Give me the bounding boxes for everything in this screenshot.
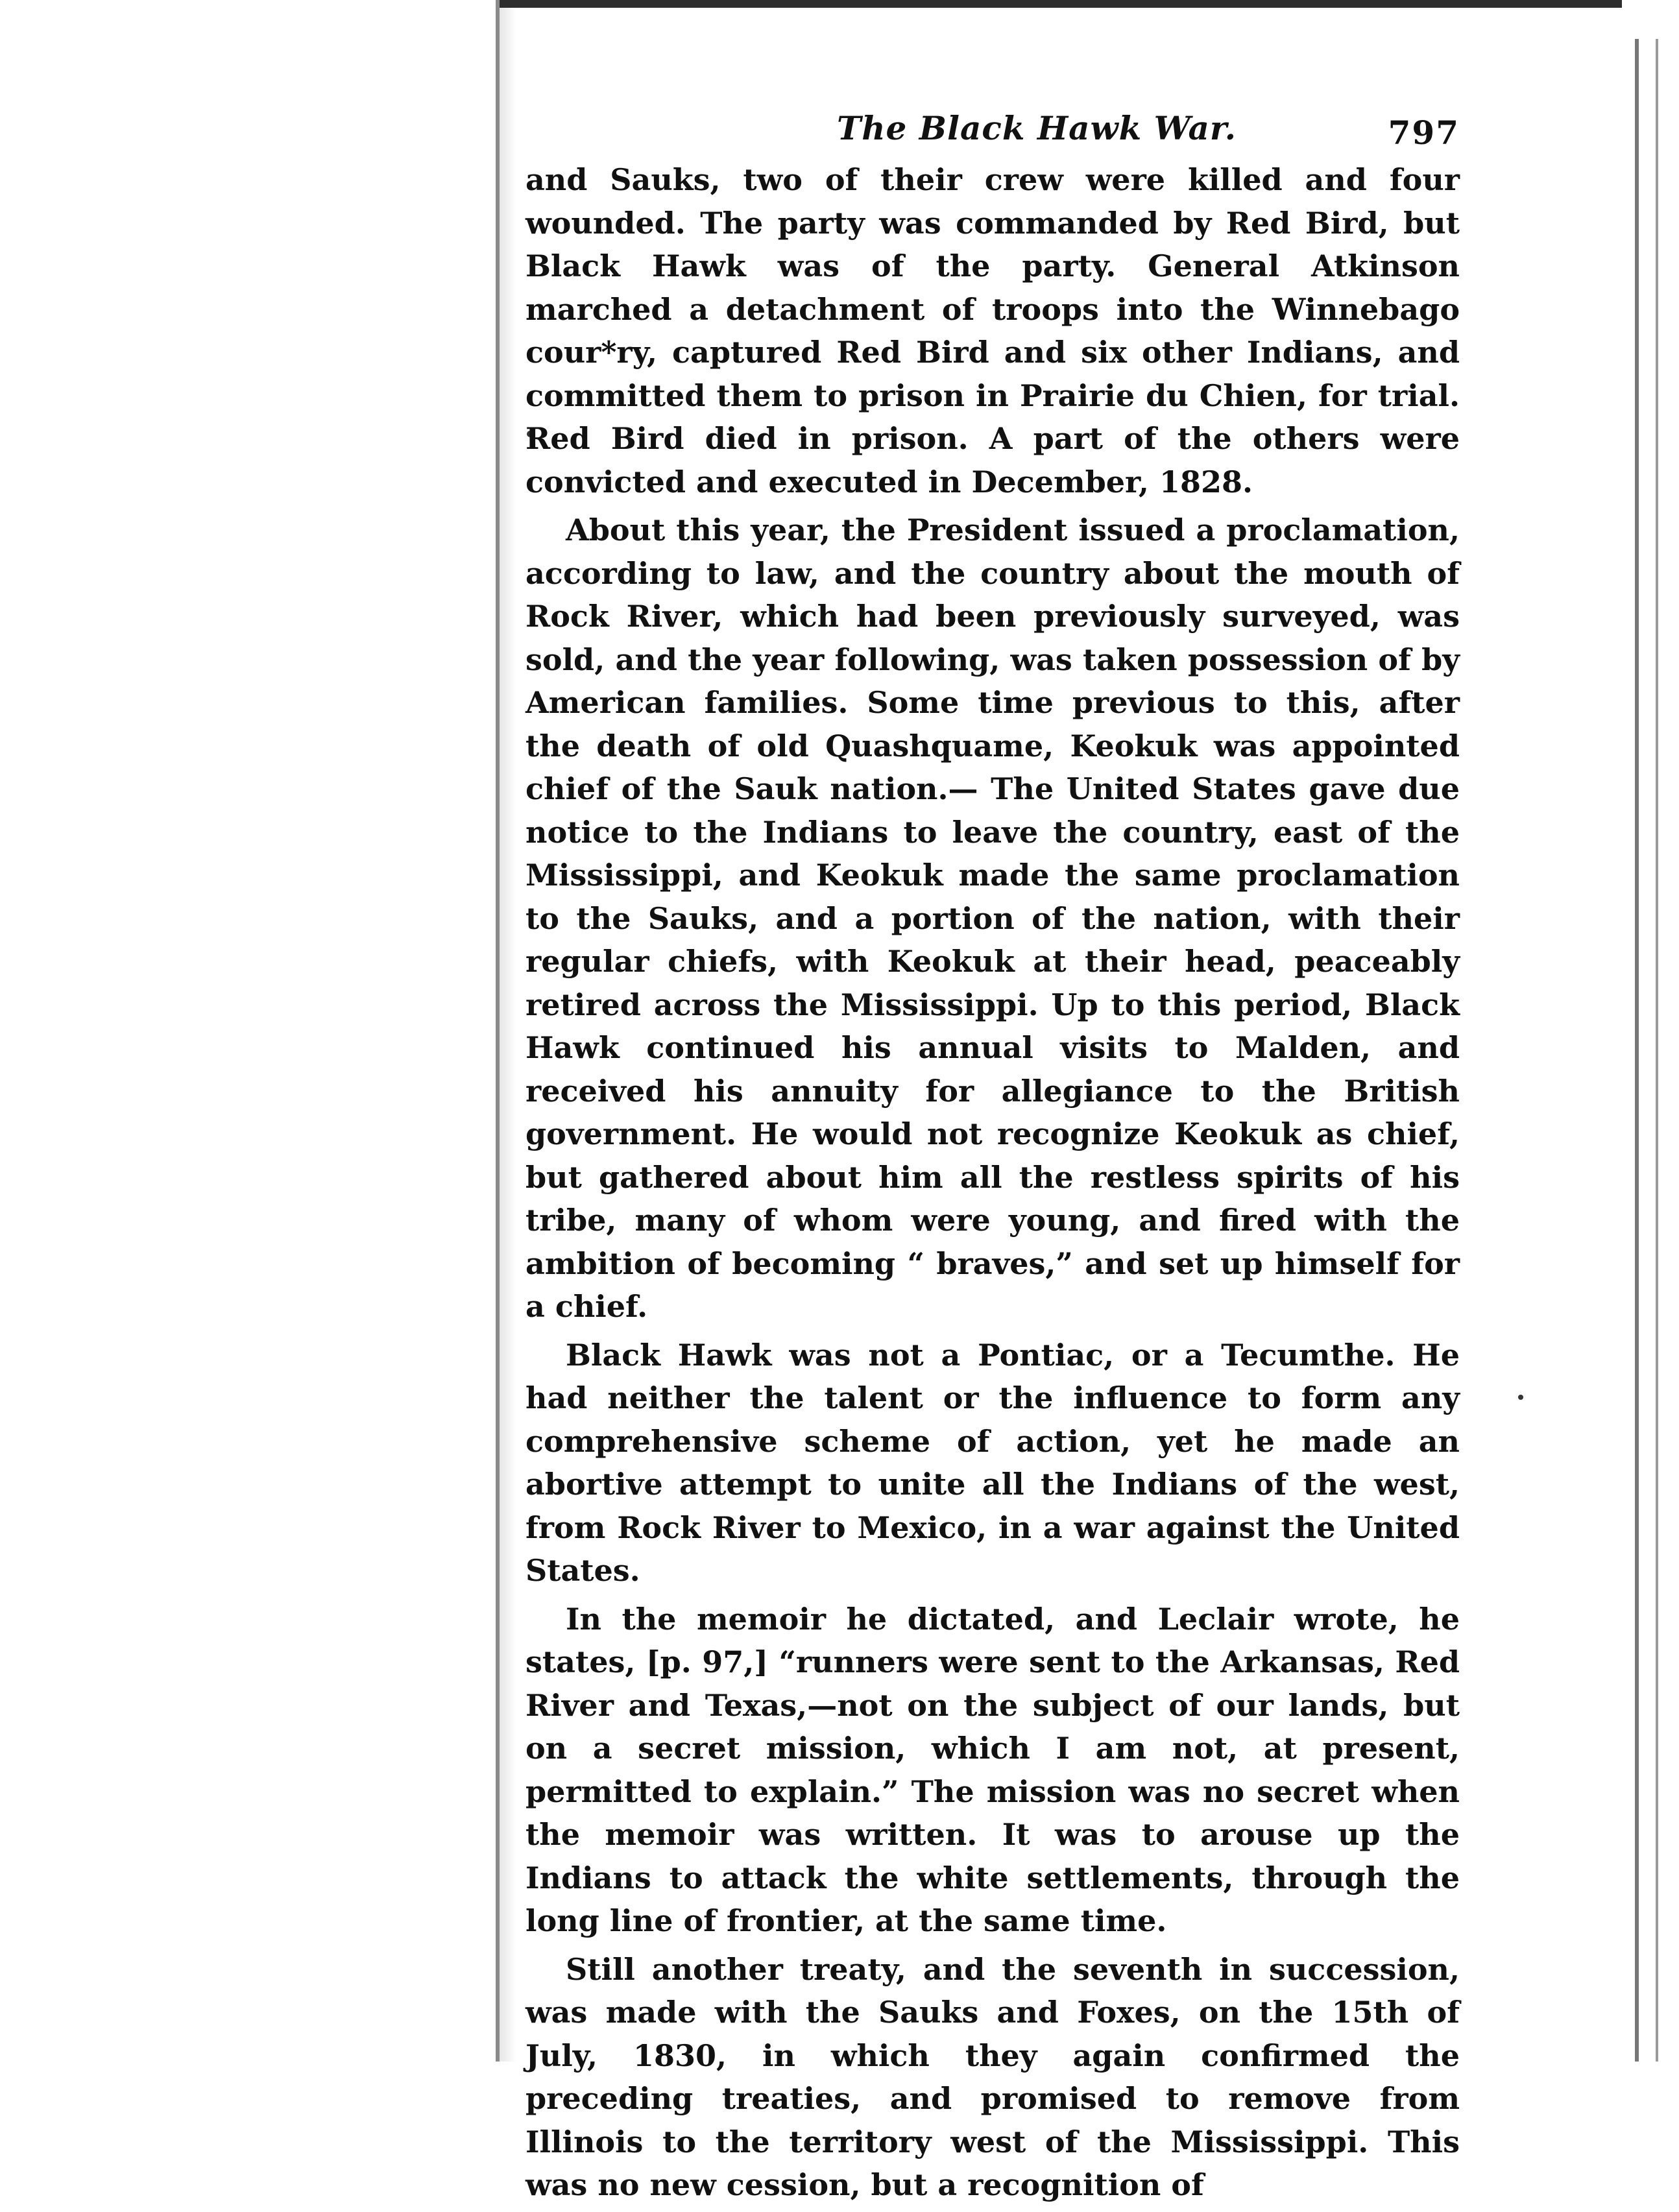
paragraph: Still another treaty, and the seventh in succession, was made with the Sauks and Foxes, on the 15th of July, 1830, in which they again confirmed the preceding treaties, and promised to remove from Illinois to the territory west of the Mississippi. This was no new cession, but a recognition of — [525, 1951, 1460, 2202]
right-margin — [1614, 39, 1679, 2062]
paragraph: About this year, the President issued a proclamation, according to law, and the country about the mouth of Rock River, which had been previously surveyed, was sold, and the year following, was taken possession of by American families. Some time previous to this, after the death of old Quashquame, Keokuk was appointed chief of the Sauk nation.— The United States gave due notice to the Indians to leave the country, east of the Mississippi, and Keokuk made the same proclamation to the Sauks, and a portion of the nation, with their regular chiefs, with Keokuk at their head, peaceably retired across the Mississippi. Up to this period, Black Hawk continued his annual visits to Malden, and received his annuity for allegiance to the British government. He would not recognize Keokuk as chief, but gathered about him all the restless spirits of his tribe, many of whom were young, and fired with the ambition of becoming “ braves,” and set up himself for a chief. — [525, 512, 1460, 1324]
book-page — [525, 97, 1460, 2212]
facing-blank-page — [0, 0, 496, 2062]
paragraph-continued: and Sauks, two of their crew were killed and four wounded. The party was commanded by Red Bird, but Black Hawk was of the party. General Atkinson marched a detachment of troops into the Winnebago cour*ry, captured Red Bird and six other Indians, and committed them to prison in Prairie du Chien, for trial. Red Bird died in prison. A part of the others were convicted and executed in December, 1828. — [525, 162, 1460, 499]
gutter-shadow — [500, 0, 516, 2062]
paragraph: In the memoir he dictated, and Leclair wrote, he states, [p. 97,] “runners were sent to the Arkansas, Red River and Texas,—not on the subject of our lands, but on a secret mission, which I am not, at present, permitted to explain.” The mission was no secret when the memoir was written. It was to arouse up the Indians to attack the white settlements, through the long line of frontier, at the same time. — [525, 1601, 1460, 1938]
running-header — [525, 97, 1460, 156]
body-text — [525, 158, 1460, 2207]
page-top-edge — [500, 0, 1622, 8]
page-number: 797 — [1388, 114, 1460, 152]
running-title: The Black Hawk War. — [837, 109, 1237, 147]
scan-speck — [1518, 1395, 1523, 1400]
page-right-edge — [1635, 39, 1639, 2062]
page-right-edge-outer — [1656, 39, 1658, 2062]
paragraph: Black Hawk was not a Pontiac, or a Tecumthe. He had neither the talent or the influence to form any comprehensive scheme of action, yet he made an abortive attempt to unite all the Indians of the west, from Rock River to Mexico, in a war against the United States. — [525, 1337, 1460, 1588]
